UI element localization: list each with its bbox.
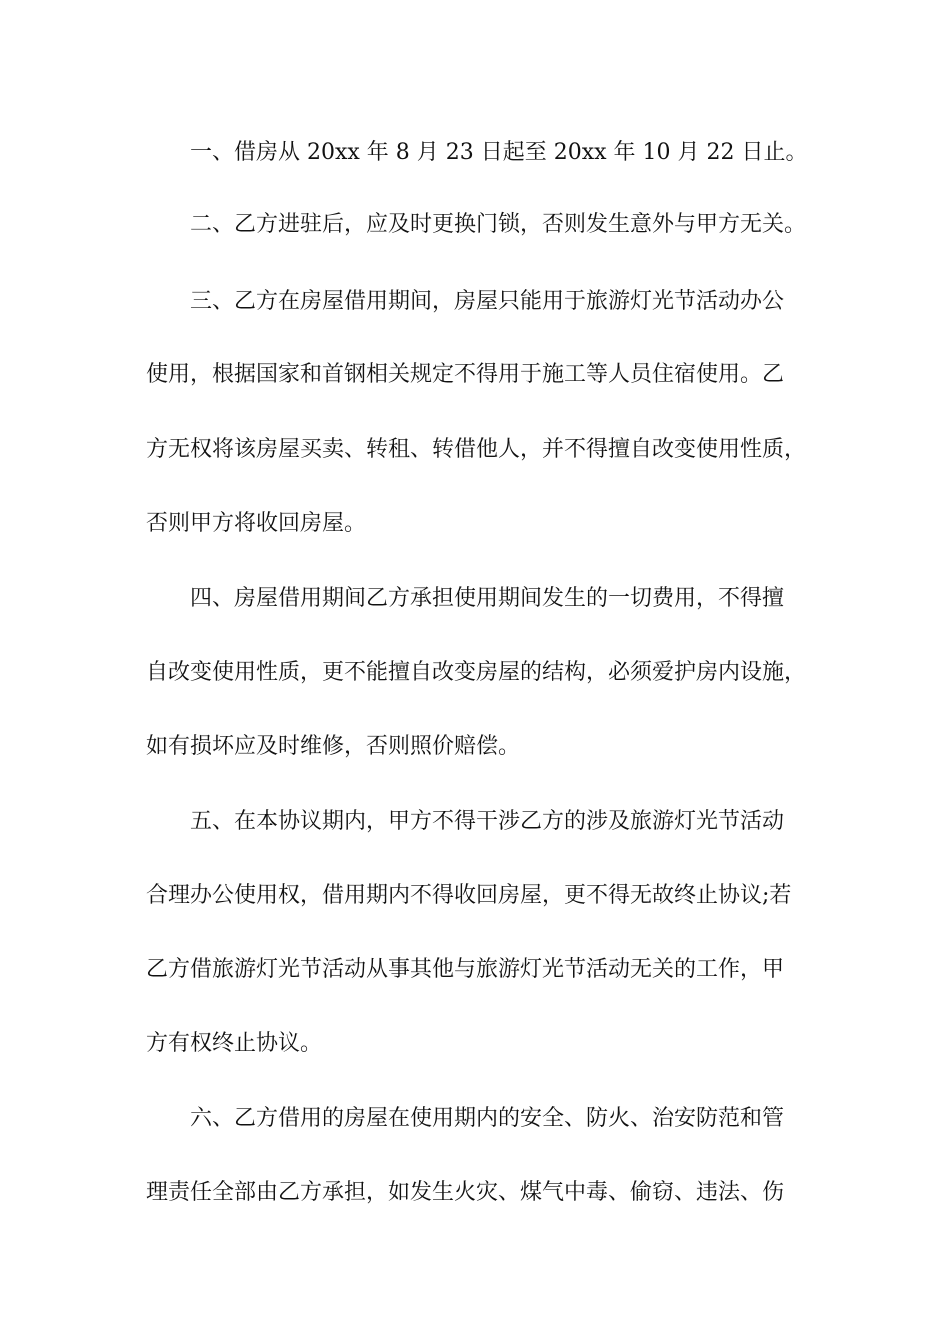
clause-6-line-2: 理责任全部由乙方承担，如发生火灾、煤气中毒、偷窃、违法、伤 [146, 1180, 785, 1205]
clause-5-line-3: 乙方借旅游灯光节活动从事其他与旅游灯光节活动无关的工作，甲 [146, 957, 785, 982]
clause-3-line-1: 三、乙方在房屋借用期间，房屋只能用于旅游灯光节活动办公 [190, 289, 785, 314]
clause-3-line-2: 使用，根据国家和首钢相关规定不得用于施工等人员住宿使用。乙 [146, 362, 785, 387]
clause-3-line-3: 方无权将该房屋买卖、转租、转借他人，并不得擅自改变使用性质， [146, 437, 807, 462]
clause-4-line-1: 四、房屋借用期间乙方承担使用期间发生的一切费用，不得擅 [190, 586, 785, 611]
clause-5-line-4: 方有权终止协议。 [146, 1031, 323, 1056]
clause-3-line-4: 否则甲方将收回房屋。 [146, 511, 367, 536]
clause-5-line-2: 合理办公使用权，借用期内不得收回房屋，更不得无故终止协议;若 [146, 883, 792, 908]
clause-4-line-2: 自改变使用性质，更不能擅自改变房屋的结构，必须爱护房内设施， [146, 660, 807, 685]
clause-6-line-1: 六、乙方借用的房屋在使用期内的安全、防火、治安防范和管 [190, 1106, 785, 1131]
clause-5-line-1: 五、在本协议期内，甲方不得干涉乙方的涉及旅游灯光节活动 [190, 809, 785, 834]
clause-4-line-3: 如有损坏应及时维修，否则照价赔偿。 [146, 734, 521, 759]
clause-2-line-1: 二、乙方进驻后，应及时更换门锁，否则发生意外与甲方无关。 [190, 212, 807, 237]
clause-1-line-1: 一、借房从 20xx 年 8 月 23 日起至 20xx 年 10 月 22 日止。 [190, 140, 808, 165]
